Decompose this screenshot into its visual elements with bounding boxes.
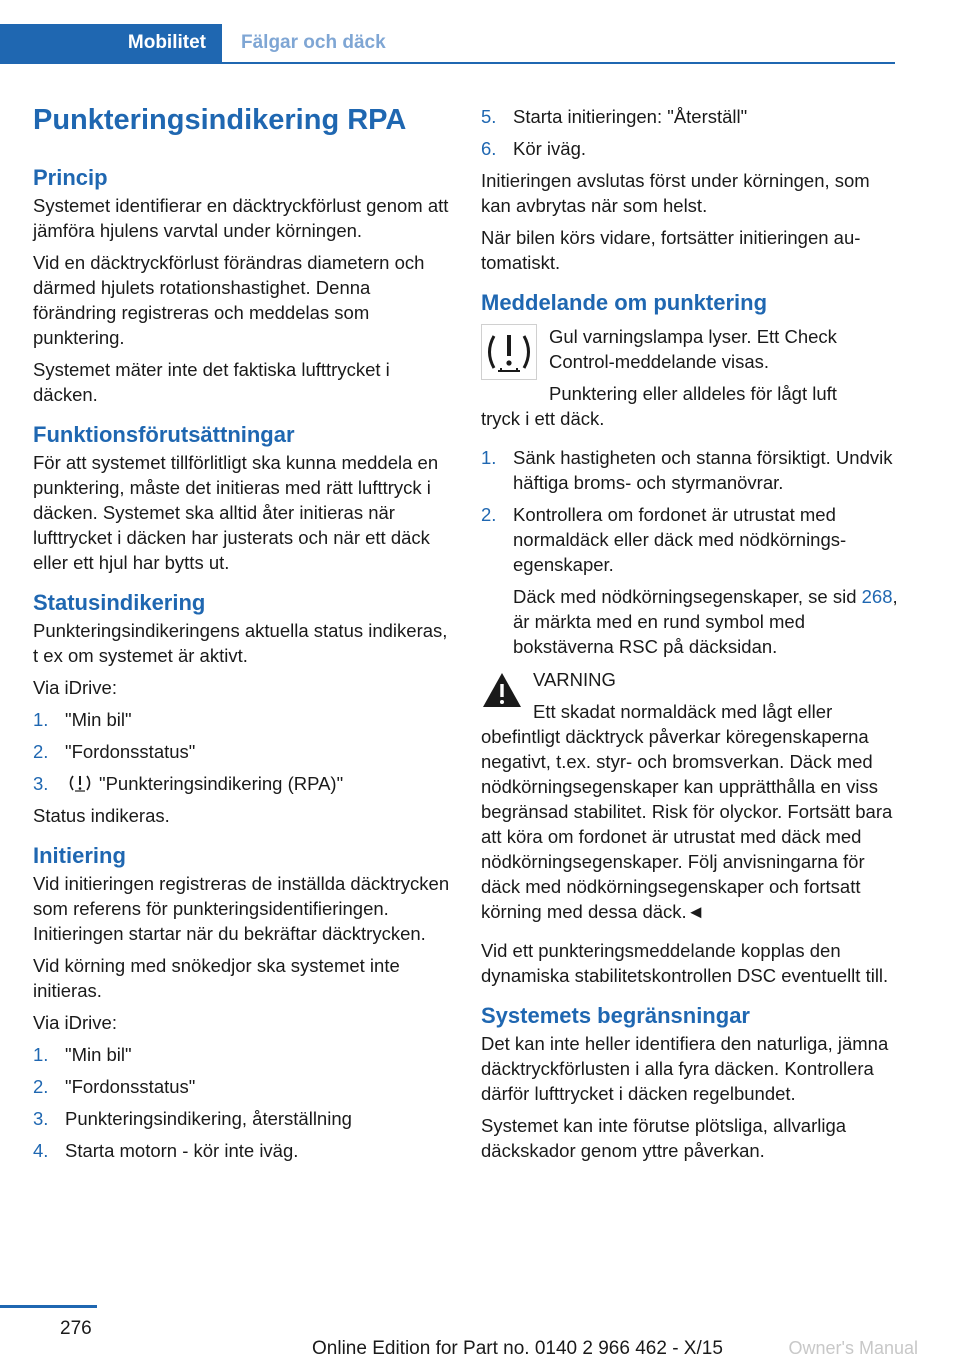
section-initiering xyxy=(33,840,451,1163)
step-2-note: Däck med nödkörningsegenskaper, se sid 268, är märkta med en rund symbol med bokstäverna RSC på däcksidan. xyxy=(513,586,898,657)
list-item: 1. Sänk hastigheten och stanna försiktigt. Undvik häftiga broms- och styrmanövrar. xyxy=(481,447,893,493)
section-princip xyxy=(33,162,451,407)
forutsattningar-paragraph: För att systemet tillförlitligt ska kunna meddela en punktering, måste det initieras med rätt lufttryck i däcken. Systemet ska alltid åter initieras när lufttrycket i däcken har justerats och när ett däck eller ett hjul har bytts ut. xyxy=(33,452,439,573)
meddelande-steps xyxy=(481,445,901,659)
meddelande-paragraph-1: Gul varningslampa lyser. Ett Check Control-meddelande visas. xyxy=(549,326,837,372)
section-meddelande xyxy=(481,287,901,988)
tire-pressure-warning-icon xyxy=(481,324,537,380)
list-item: 3. Punkteringsindikering, återställning xyxy=(33,1108,352,1129)
warning-triangle-icon xyxy=(481,671,523,709)
initiering-paragraph-2: Vid körning med snökedjor ska systemet inte initieras. xyxy=(33,955,400,1001)
chapter-tabs xyxy=(0,0,895,64)
page-link-268[interactable]: 268 xyxy=(861,586,893,607)
page-number: 276 xyxy=(60,1318,92,1339)
meddelande-paragraph-2b: tryck i ett däck. xyxy=(481,408,605,429)
initiering-paragraph-4: Initieringen avslutas först under körningen, som kan avbrytas när som helst. xyxy=(481,170,870,216)
edition-line: Online Edition for Part no. 0140 2 966 462 - X/15 xyxy=(312,1338,723,1359)
list-item: 2. "Fordonsstatus" xyxy=(33,1076,196,1097)
left-column xyxy=(33,100,451,1170)
heading-funktionsforutsattningar: Funktionsförutsättningar xyxy=(33,422,295,447)
list-item: 2. Kontrollera om fordonet är utrustat med normaldäck eller däck med nödkörningsegenskaper. Däck med nödkörningsegenskaper, se sid 268, är märkta med en rund symbol med bokstäverna RSC på däcksidan. xyxy=(481,502,901,659)
initiering-paragraph-5: När bilen körs vidare, fortsätter initieringen automatiskt. xyxy=(481,227,861,273)
status-paragraph-2: Via iDrive: xyxy=(33,677,117,698)
meddelande-paragraph-2a: Punktering eller alldeles för lågt luft xyxy=(549,383,837,404)
tab-falgar-och-dack[interactable]: Fälgar och däck xyxy=(241,32,386,53)
list-item: 1. "Min bil" xyxy=(33,709,132,730)
warning-block xyxy=(481,667,901,924)
begransningar-paragraph-1: Det kan inte heller identifiera den naturliga, jämna däcktryckförlusten i alla fyra däcken. Kontrollera därför lufttrycket i däcken regelbundet. xyxy=(481,1033,889,1104)
status-steps xyxy=(33,707,451,796)
page-title: Punkteringsindikering RPA xyxy=(33,104,407,136)
heading-princip: Princip xyxy=(33,165,108,190)
initiering-paragraph-3: Via iDrive: xyxy=(33,1012,117,1033)
section-funktionsforutsattningar xyxy=(33,419,451,575)
initiering-paragraph-1: Vid initieringen registreras de inställda däcktrycken som referens för punkteringsidentifieringen. Initieringen startar när du bekräftar däcktrycken. xyxy=(33,873,450,944)
footer-rule xyxy=(0,1305,97,1308)
list-item: 3. "Punkteringsindikering (RPA)" xyxy=(33,773,344,794)
status-paragraph-1: Punkteringsindikeringens aktuella status indikeras, t ex om systemet är aktivt. xyxy=(33,620,448,666)
warning-text: obefintligt däcktryck påverkar köregenskaperna negativt, t.ex. styr- och bromsverkan. Däck med nödkörningsegenskaper kan upprätthålla en viss begränsad stabilitet. Risk för olyckor. Fortsätt bara att köra om fordonet är utrustat med däck med nödkörningsegenskaper. Följ anvisningarna för däck med nödkörningsegenskaper och fortsatt körning med dessa däck.◄ xyxy=(481,726,893,922)
watermark: Owner's Manual xyxy=(788,1338,918,1358)
section-statusindikering xyxy=(33,587,451,828)
right-column xyxy=(481,100,901,1170)
list-item: 1. "Min bil" xyxy=(33,1044,132,1065)
tire-pressure-warning-icon xyxy=(67,773,93,793)
status-paragraph-3: Status indikeras. xyxy=(33,805,170,826)
princip-paragraph-2: Vid en däcktryckförlust förändras diametern och därmed hjulets rotationshastighet. Denna förändring registreras och meddelas som punktering. xyxy=(33,252,425,348)
initiering-steps-continued xyxy=(481,104,901,161)
indicator-block xyxy=(481,324,901,431)
list-item: 5. Starta initieringen: "Återställ" xyxy=(481,106,748,127)
initiering-steps xyxy=(33,1042,451,1163)
warning-label: VARNING xyxy=(533,669,616,690)
heading-initiering: Initiering xyxy=(33,843,126,868)
princip-paragraph-1: Systemet identifierar en däcktryckförlust genom att jämföra hjulens varvtal under körningen. xyxy=(33,195,449,241)
section-begransningar xyxy=(481,1000,901,1163)
list-item: 6. Kör iväg. xyxy=(481,138,587,159)
heading-meddelande: Meddelande om punktering xyxy=(481,290,768,315)
heading-statusindikering: Statusindikering xyxy=(33,590,206,615)
begransningar-paragraph-2: Systemet kan inte förutse plötsliga, allvarliga däckskador genom yttre påverkan. xyxy=(481,1115,847,1161)
tab-mobilitet[interactable] xyxy=(0,24,222,62)
heading-begransningar: Systemets begränsningar xyxy=(481,1003,750,1028)
list-item: 4. Starta motorn - kör inte iväg. xyxy=(33,1140,299,1161)
tab-mobilitet-label: Mobilitet xyxy=(127,32,206,53)
list-item: 2. "Fordonsstatus" xyxy=(33,741,196,762)
warning-line-1: Ett skadat normaldäck med lågt eller xyxy=(533,701,833,722)
dsc-paragraph: Vid ett punkteringsmeddelande kopplas den dynamiska stabilitetskontrollen DSC eventuellt till. xyxy=(481,940,889,986)
princip-paragraph-3: Systemet mäter inte det faktiska lufttrycket i däcken. xyxy=(33,359,390,405)
